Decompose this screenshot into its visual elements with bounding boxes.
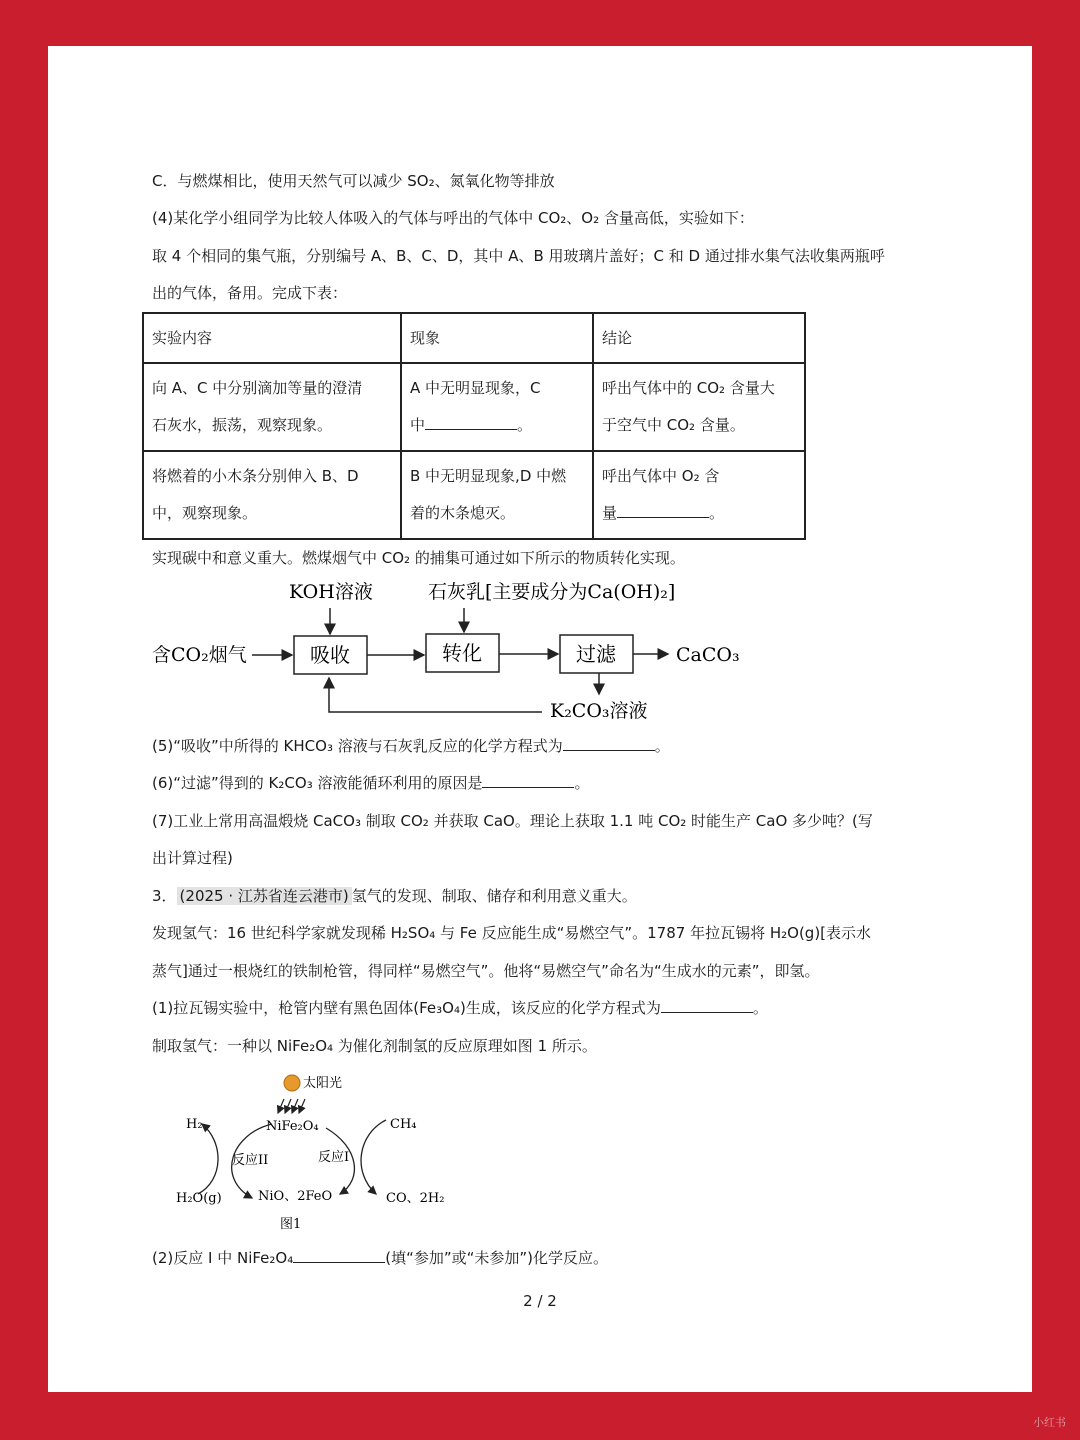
koh-solution-label: KOH溶液 — [289, 581, 373, 603]
table-header: 现象 — [401, 313, 593, 363]
cell-text: 量 — [602, 504, 618, 522]
table-cell — [401, 363, 593, 451]
reaction-2-label: 反应II — [232, 1153, 269, 1168]
cell-line: 将燃着的小木条分别伸入 B、D — [152, 467, 359, 485]
table-cell — [143, 363, 401, 451]
process-flow-diagram — [144, 574, 764, 730]
question-5 — [152, 736, 670, 756]
reaction-1-arrow — [361, 1120, 386, 1194]
question-4-intro: (4)某化学小组同学为比较人体吸入的气体与呼出的气体中 CO₂、O₂ 含量高低，实验如下： — [152, 209, 754, 227]
sunlight-label: 太阳光 — [303, 1076, 343, 1091]
question-text: 。 — [654, 737, 670, 755]
question-text: 。 — [574, 774, 590, 792]
question-text: (2)反应 I 中 NiFe₂O₄ — [152, 1249, 294, 1267]
cell-text: 。 — [517, 416, 533, 434]
k2co3-solution-label: K₂CO₃溶液 — [550, 700, 648, 722]
light-ray — [278, 1099, 284, 1113]
question-4-setup-2: 出的气体，备用。完成下表： — [152, 284, 348, 302]
carbon-neutral-text: 实现碳中和意义重大。燃煤烟气中 CO₂ 的捕集可通过如下所示的物质转化实现。 — [152, 549, 685, 567]
table-row — [143, 451, 805, 539]
recycle-arrow — [329, 678, 542, 712]
cell-line: 中，观察现象。 — [152, 504, 258, 522]
table-cell — [401, 451, 593, 539]
question-3-1 — [152, 998, 768, 1018]
discovery-text-1: 发现氢气：16 世纪科学家就发现稀 H₂SO₄ 与 Fe 反应能生成“易燃空气”。1787 年拉瓦锡将 H₂O(g)[表示水 — [152, 924, 872, 942]
document-page — [48, 46, 1032, 1392]
cell-line — [410, 407, 584, 444]
products-label: CO、2H₂ — [386, 1191, 445, 1206]
cell-line: B 中无明显现象,D 中燃 — [410, 467, 567, 485]
table-cell — [593, 363, 805, 451]
question-text: 氢气的发现、制取、储存和利用意义重大。 — [351, 887, 637, 905]
question-6 — [152, 773, 590, 793]
cell-text: 中 — [410, 416, 426, 434]
catalyst-label: NiFe₂O₄ — [266, 1119, 319, 1134]
answer-blank[interactable] — [482, 773, 574, 788]
question-text: (1)拉瓦锡实验中，枪管内壁有黑色固体(Fe₃O₄)生成，该反应的化学方程式为 — [152, 999, 661, 1017]
sun-icon — [284, 1075, 300, 1091]
light-ray — [285, 1099, 291, 1113]
question-source-tag: (2025 · 江苏省连云港市) — [177, 887, 352, 905]
answer-blank[interactable] — [661, 998, 753, 1013]
answer-blank[interactable] — [425, 415, 517, 430]
cell-line: 于空气中 CO₂ 含量。 — [602, 416, 745, 434]
question-3-2 — [152, 1248, 608, 1268]
table-cell — [593, 451, 805, 539]
answer-blank[interactable] — [293, 1248, 385, 1263]
reaction-2-arrow — [198, 1124, 218, 1194]
cell-line: 着的木条熄灭。 — [410, 504, 516, 522]
table-cell — [143, 451, 401, 539]
flue-gas-label: 含CO₂烟气 — [152, 644, 247, 666]
water-vapor-label: H₂O(g) — [176, 1191, 222, 1206]
question-text: (6)“过滤”得到的 K₂CO₃ 溶液能循环利用的原因是 — [152, 774, 483, 792]
figure-1-diagram — [176, 1068, 496, 1238]
cell-line — [602, 495, 796, 532]
cell-line: A 中无明显现象，C — [410, 379, 541, 397]
question-text: (填“参加”或“未参加”)化学反应。 — [385, 1249, 609, 1267]
table-header: 结论 — [593, 313, 805, 363]
question-text: (5)“吸收”中所得的 KHCO₃ 溶液与石灰乳反应的化学方程式为 — [152, 737, 563, 755]
watermark: 小红书 — [1033, 1416, 1066, 1429]
question-4-setup-1: 取 4 个相同的集气瓶，分别编号 A、B、C、D，其中 A、B 用玻璃片盖好；C 和 D 通过排水集气法收集两瓶呼 — [152, 247, 885, 265]
question-text: 。 — [752, 999, 768, 1017]
page-number: 2 / 2 — [523, 1292, 557, 1310]
cell-line: 呼出气体中的 CO₂ 含量大 — [602, 379, 775, 397]
question-number: 3． — [152, 887, 177, 905]
discovery-text-2: 蒸气]通过一根烧红的铁制枪管，得同样“易燃空气”。他将“易燃空气”命名为“生成水的元素”，即氢。 — [152, 962, 820, 980]
absorb-label: 吸收 — [310, 643, 350, 667]
reaction-1-label: 反应I — [318, 1150, 350, 1165]
light-ray — [292, 1099, 298, 1113]
cell-line: 呼出气体中 O₂ 含 — [602, 467, 720, 485]
production-text: 制取氢气：一种以 NiFe₂O₄ 为催化剂制氢的反应原理如图 1 所示。 — [152, 1037, 597, 1055]
table-header-row — [143, 313, 805, 363]
question-7-line-1: (7)工业上常用高温煅烧 CaCO₃ 制取 CO₂ 并获取 CaO。理论上获取 1.1 吨 CO₂ 时能生产 CaO 多少吨？(写 — [152, 812, 873, 830]
cell-text: 。 — [709, 504, 725, 522]
filter-label: 过滤 — [576, 642, 616, 666]
table-header: 实验内容 — [143, 313, 401, 363]
lime-milk-label: 石灰乳[主要成分为Ca(OH)₂] — [428, 581, 676, 603]
oxides-label: NiO、2FeO — [258, 1189, 333, 1204]
convert-label: 转化 — [442, 641, 482, 665]
answer-blank[interactable] — [617, 503, 709, 518]
light-ray — [299, 1099, 305, 1113]
cell-line: 向 A、C 中分别滴加等量的澄清 — [152, 379, 363, 397]
cell-line: 石灰水，振荡，观察现象。 — [152, 416, 333, 434]
question-3-heading — [152, 886, 637, 906]
table-row — [143, 363, 805, 451]
h2-label: H₂ — [186, 1117, 203, 1132]
ch4-label: CH₄ — [390, 1117, 417, 1132]
option-c-text: C．与燃煤相比，使用天然气可以减少 SO₂、氮氧化物等排放 — [152, 172, 555, 190]
question-7-line-2: 出计算过程) — [152, 849, 233, 867]
figure-caption: 图1 — [280, 1217, 302, 1232]
experiment-table — [142, 312, 806, 540]
answer-blank[interactable] — [563, 736, 655, 751]
caco3-product-label: CaCO₃ — [676, 644, 740, 666]
